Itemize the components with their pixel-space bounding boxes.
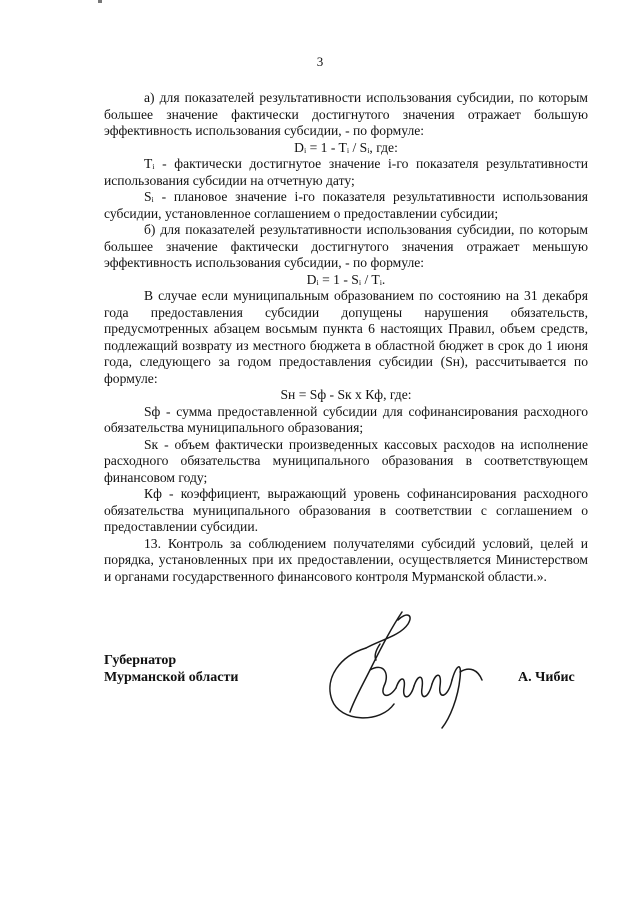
handwritten-signature xyxy=(310,600,520,740)
formula-di-1: Dᵢ = 1 - Tᵢ / Sᵢ, где: xyxy=(294,139,398,155)
scan-mark xyxy=(98,0,102,3)
signatory-title-line1: Губернатор xyxy=(104,653,177,668)
formula-sn: Sн = Sф - Sк х Кф, где: xyxy=(280,387,412,402)
paragraph-ti: Tᵢ - фактически достигнутое значение i-го показателя результативности использования субсидии на отчетную дату; xyxy=(104,156,588,188)
paragraph-violation: В случае если муниципальным образованием по состоянию на 31 декабря года предоставления субсидии допущены нарушения обязательств, предусмотренных абзацем восьмым пункта 6 настоящих Правил, объем средств, подлежащий возврату из местного бюджета в областной бюджет в срок до 1 июня года, следующего за годом предоставления субсидии (Sн), рассчитывается по формуле: xyxy=(104,288,588,386)
page-number: 3 xyxy=(316,54,324,69)
paragraph-13: 13. Контроль за соблюдением получателями субсидий условий, целей и порядка, установленных при их предоставлении, осуществляется Министерством и органами государственного финансового контроля Мурманской области.». xyxy=(104,535,588,584)
signatory-name: А. Чибис xyxy=(518,670,575,685)
formula-di-2: Dᵢ = 1 - Sᵢ / Tᵢ. xyxy=(306,271,386,287)
signatory-title xyxy=(104,652,238,686)
paragraph-kf: Кф - коэффициент, выражающий уровень софинансирования расходного обязательства муниципального образования в соответствии с соглашением о предоставлении субсидии. xyxy=(104,486,588,534)
signatory-title-line2: Мурманской области xyxy=(104,670,239,685)
document-body xyxy=(104,90,588,585)
paragraph-si: Sᵢ - плановое значение i-го показателя результативности использования субсидии, установленное соглашением о предоставлении субсидии; xyxy=(104,189,588,221)
paragraph-sk: Sк - объем фактически произведенных кассовых расходов на исполнение расходного обязательства муниципального образования в соответствующем финансовом году; xyxy=(104,436,588,485)
paragraph-sf: Sф - сумма предоставленной субсидии для софинансирования расходного обязательства муниципального образования; xyxy=(104,403,588,435)
paragraph-a: а) для показателей результативности использования субсидии, по которым большее значение фактически достигнутого значения отражает большую эффективность использования субсидии, - по формуле: xyxy=(104,90,588,138)
paragraph-b: б) для показателей результативности использования субсидии, по которым большее значение фактически достигнутого значения отражает меньшую эффективность использования субсидии, - по формуле: xyxy=(104,222,588,270)
